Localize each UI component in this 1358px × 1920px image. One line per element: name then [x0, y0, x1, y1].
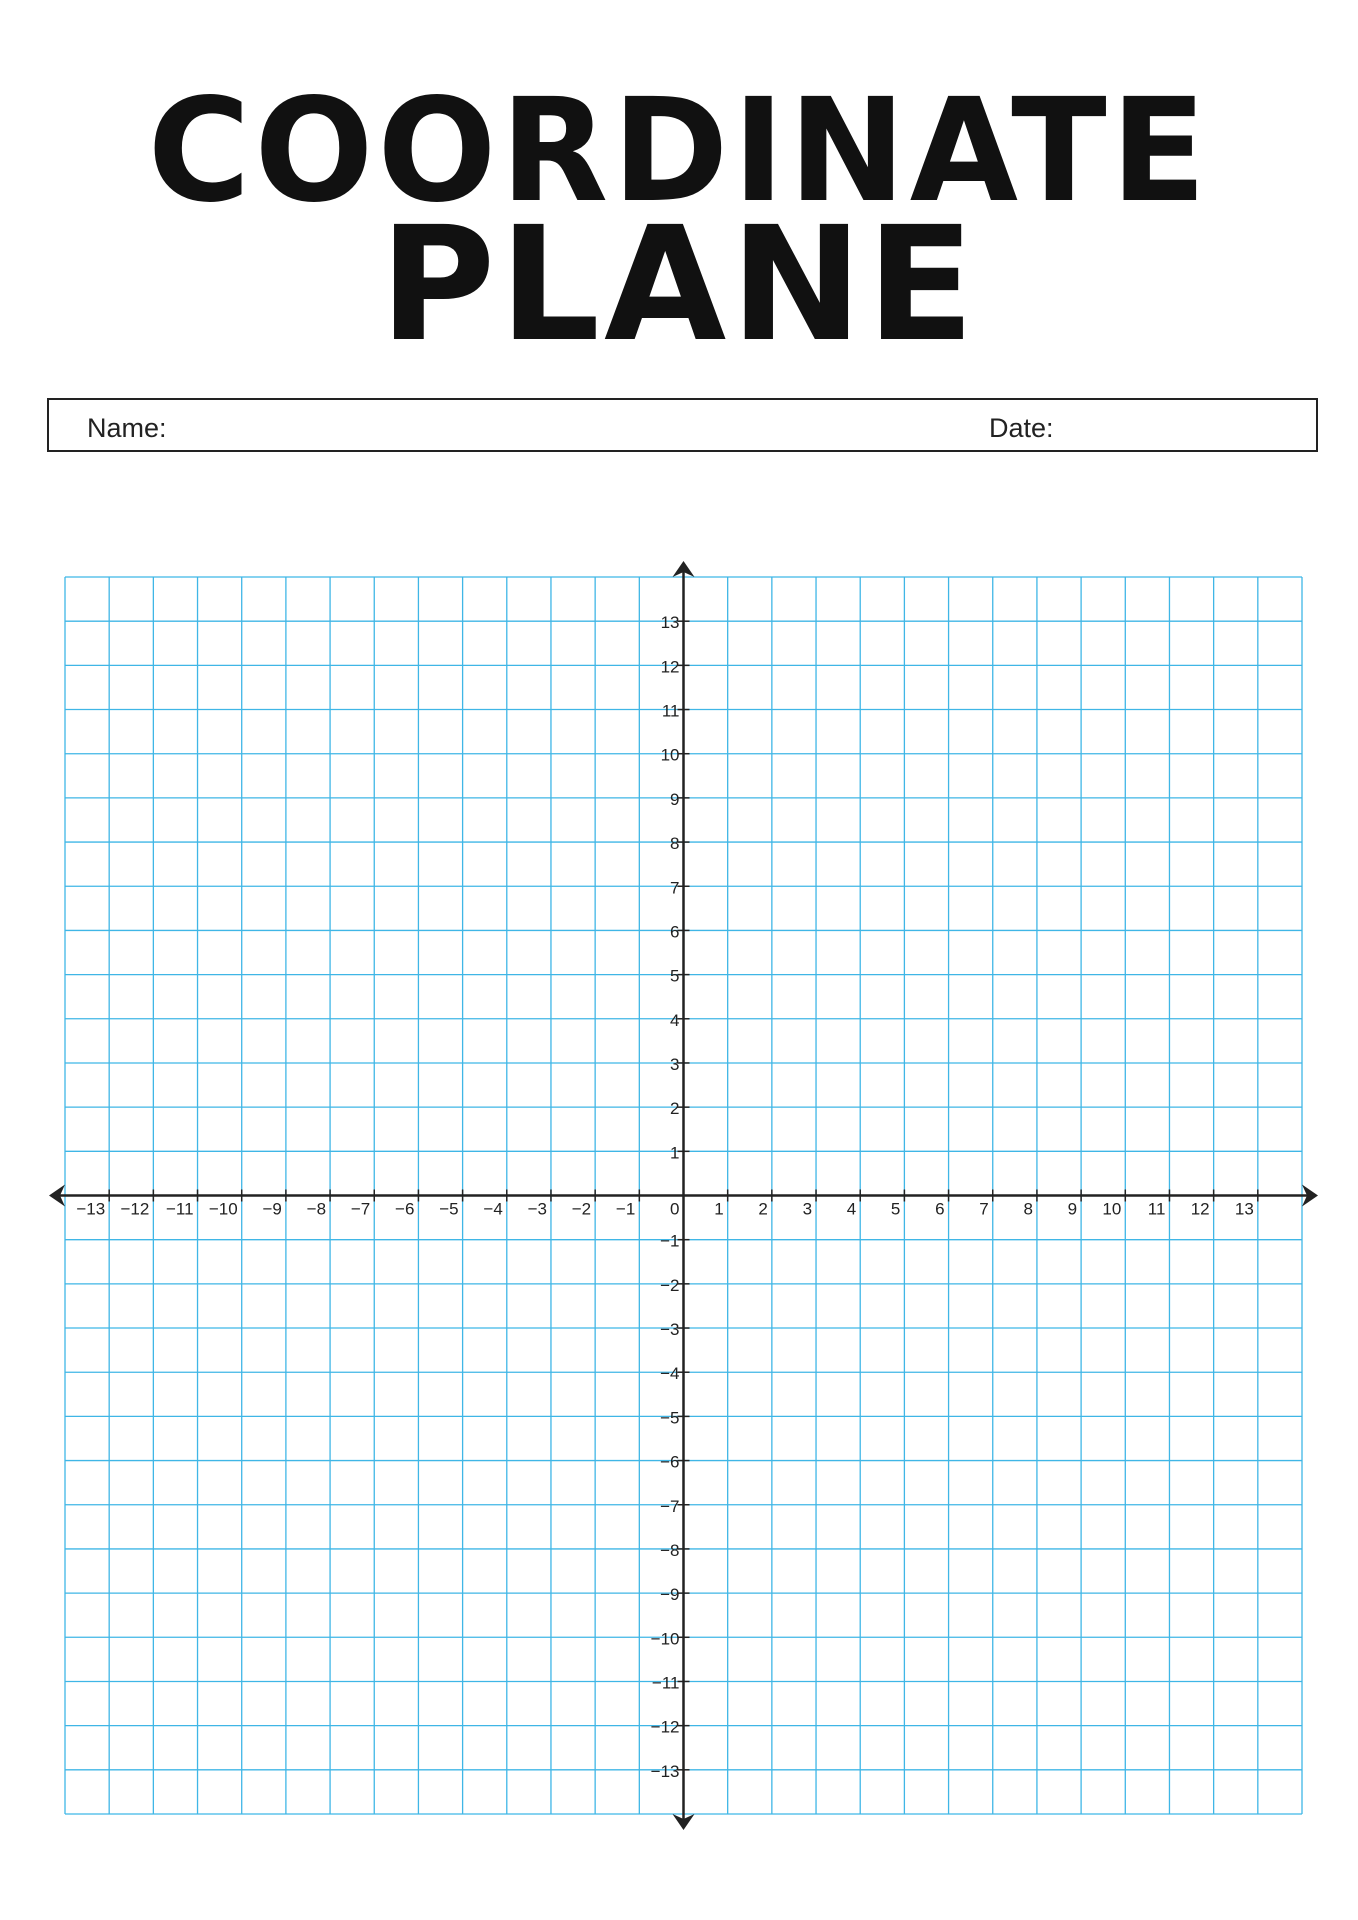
date-label: Date: — [989, 413, 1054, 443]
x-tick-label: 6 — [935, 1199, 945, 1219]
x-tick-label: 1 — [714, 1199, 724, 1219]
title-plane: PLANE — [379, 193, 979, 377]
x-tick-label: −2 — [571, 1199, 592, 1219]
x-tick-labels — [76, 1200, 1253, 1219]
x-tick-label: 13 — [1234, 1199, 1254, 1219]
x-tick-label: −3 — [527, 1199, 547, 1219]
x-tick-label: −12 — [120, 1199, 150, 1219]
x-tick-label: 2 — [758, 1199, 768, 1219]
axes — [49, 561, 1318, 1830]
y-tick-label: 6 — [670, 922, 680, 942]
y-tick-label: 7 — [670, 878, 680, 898]
y-tick-labels — [651, 613, 680, 1781]
y-tick-label: −13 — [650, 1761, 680, 1781]
y-tick-label: −12 — [650, 1717, 680, 1737]
x-tick-label: −1 — [615, 1199, 636, 1219]
x-tick-label: −11 — [165, 1199, 194, 1219]
title-coordinate: COORDINATE — [147, 68, 1211, 235]
x-tick-label: 0 — [670, 1199, 680, 1219]
x-tick-label: 8 — [1023, 1199, 1033, 1219]
x-tick-label: −5 — [439, 1199, 459, 1219]
y-tick-label: −11 — [651, 1673, 680, 1693]
y-tick-label: −10 — [650, 1629, 680, 1649]
x-tick-label: −9 — [262, 1199, 282, 1219]
y-tick-label: 3 — [670, 1054, 680, 1074]
y-tick-label: 8 — [670, 834, 680, 854]
x-tick-label: 11 — [1147, 1199, 1166, 1219]
y-tick-label: −3 — [660, 1320, 680, 1340]
x-tick-label: −4 — [483, 1199, 503, 1219]
y-tick-label: −6 — [660, 1452, 680, 1472]
y-tick-label: 11 — [661, 701, 680, 721]
x-tick-label: 7 — [979, 1199, 989, 1219]
y-tick-label: 5 — [670, 966, 680, 986]
x-tick-label: −6 — [395, 1199, 415, 1219]
y-tick-label: −8 — [660, 1540, 680, 1560]
y-tick-label: −7 — [660, 1496, 680, 1516]
y-tick-label: 1 — [670, 1143, 680, 1163]
y-tick-label: 9 — [670, 789, 680, 809]
x-tick-label: −8 — [306, 1199, 327, 1219]
y-tick-label: −5 — [660, 1408, 680, 1428]
x-tick-label: 9 — [1067, 1199, 1078, 1219]
y-tick-label: 2 — [670, 1099, 680, 1119]
y-tick-label: −2 — [660, 1275, 680, 1295]
x-tick-label: −10 — [208, 1199, 238, 1219]
y-tick-label: 10 — [660, 745, 680, 765]
x-tick-label: 4 — [846, 1199, 857, 1219]
y-tick-label: 12 — [660, 657, 680, 677]
y-tick-label: −1 — [660, 1231, 680, 1251]
y-tick-label: 13 — [660, 613, 680, 633]
x-tick-label: −13 — [76, 1199, 106, 1219]
x-tick-label: 3 — [802, 1199, 813, 1219]
name-label: Name: — [87, 413, 167, 443]
y-tick-label: −9 — [660, 1585, 680, 1605]
x-tick-label: 12 — [1190, 1199, 1210, 1219]
x-tick-label: 10 — [1102, 1199, 1122, 1219]
y-tick-label: 4 — [670, 1010, 680, 1030]
x-tick-label: 5 — [890, 1199, 901, 1219]
y-tick-label: −4 — [660, 1364, 680, 1384]
x-tick-label: −7 — [350, 1199, 371, 1219]
